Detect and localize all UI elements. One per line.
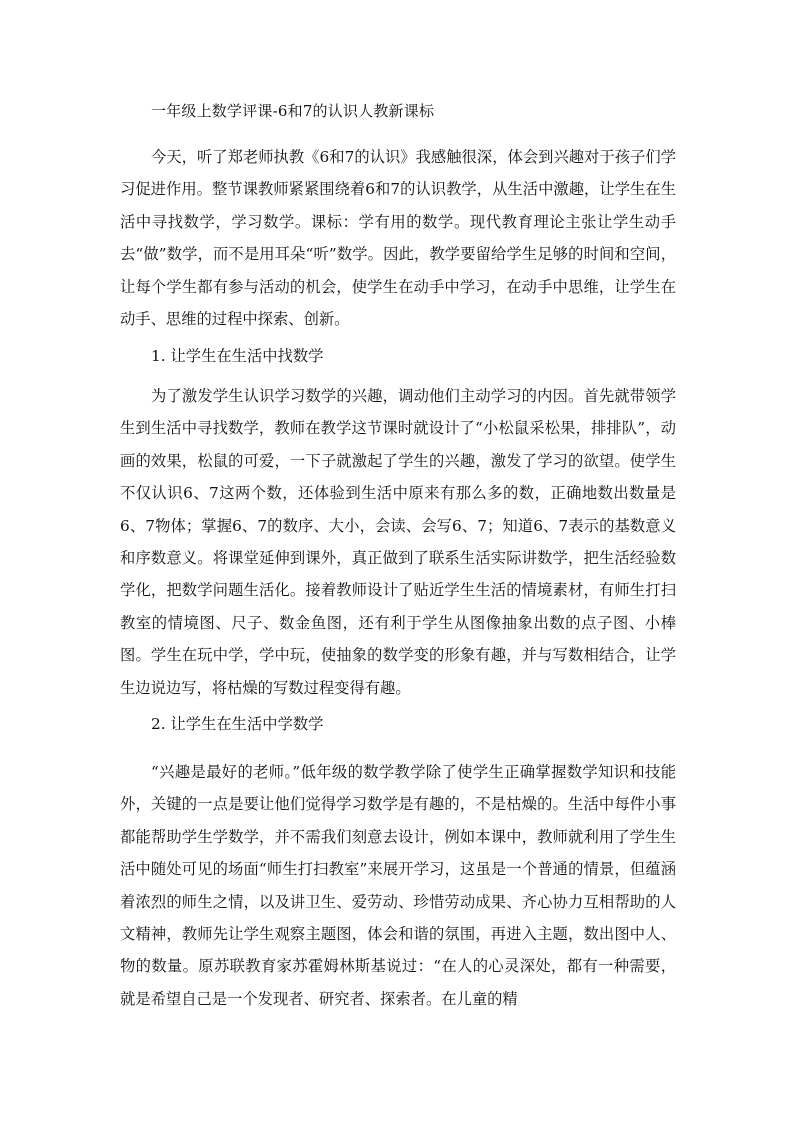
section-heading-2: 2. 让学生在生活中学数学 [151,715,324,733]
paragraph-section-2: “兴趣是最好的老师。”低年级的数学教学除了使学生正确掌握数学知识和技能外，关键的一点是要让他们觉得学习数学是有趣的，不是枯燥的。生活中每件小事都能帮助学生学数学，并不需我们刻意去设计，例如本课中，教师就利用了学生生活中随处可见的场面“师生打扫教室”来展开学习，这虽是一个普通的情景，但蕴涵着浓烈的师生之情，以及讲卫生、爱劳动、珍惜劳动成果、齐心协力互相帮助的人文精神，教师先让学生观察主题图，体会和谐的氛围，再进入主题，数出图中人、物的数量。原苏联教育家苏霍姆林斯基说过：“在人的心灵深处，都有一种需要，就是希望自己是一个发现者、研究者、探索者。在儿童的精 [120,763,676,1008]
paragraph-intro: 今天，听了郑老师执教《6和7的认识》我感触很深，体会到兴趣对于孩子们学习促进作用。整节课教师紧紧围绕着6和7的认识教学，从生活中激趣，让学生在生活中寻找数学，学习数学。课标：学有用的数学。现代教育理论主张让学生动手去“做”数学，而不是用耳朵“听”数学。因此，教学要留给学生足够的时间和空间，让每个学生都有参与活动的机会，使学生在动手中学习，在动手中思维，让学生在动手、思维的过程中探索、创新。 [120,148,676,329]
paragraph-section-1: 为了激发学生认识学习数学的兴趣，调动他们主动学习的内因。首先就带领学生到生活中寻找数学，教师在教学这节课时就设计了“小松鼠采松果，排排队”，动画的效果，松鼠的可爱，一下子就激起了学生的兴趣，激发了学习的欲望。使学生不仅认识6、7这两个数，还体验到生活中原来有那么多的数，正确地数出数量是6、7物体；掌握6、7的数序、大小，会读、会写6、7；知道6、7表示的基数意义和序数意义。将课堂延伸到课外，真正做到了联系生活实际讲数学，把生活经验数学化，把数学问题生活化。接着教师设计了贴近学生生活的情境素材，有师生打扫教室的情境图、尺子、数金鱼图，还有利于学生从图像抽象出数的点子图、小棒图。学生在玩中学，学中玩，使抽象的数学变的形象有趣，并与写数相结合，让学生边说边写，将枯燥的写数过程变得有趣。 [120,387,676,697]
section-heading-1: 1. 让学生在生活中找数学 [151,347,324,365]
document-title: 一年级上数学评课-6和7的认识人教新课标 [151,102,435,120]
